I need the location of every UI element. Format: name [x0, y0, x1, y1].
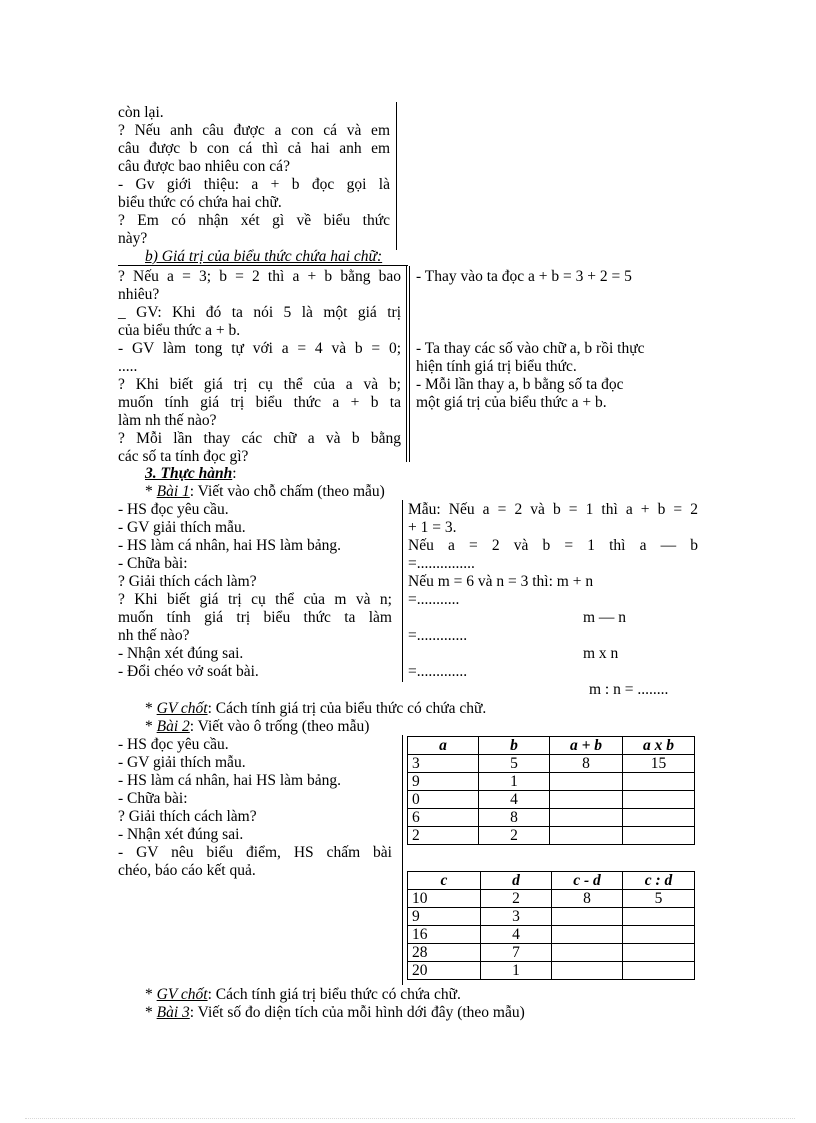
table-cell [623, 827, 695, 845]
text-line: =............. [408, 663, 468, 680]
table-cell: 9 [408, 908, 481, 926]
table-row [408, 962, 695, 980]
table-cell: 20 [408, 962, 481, 980]
text-line: câu được b con cá thì cả hai anh em [118, 140, 390, 157]
text-line: - Ta thay các số vào chữ a, b rồi thực [416, 340, 645, 357]
text-line: Mẫu: Nếu a = 2 và b = 1 thì a + b = 2 [408, 501, 698, 518]
table-cell [550, 809, 623, 827]
text-line: Nếu a = 2 và b = 1 thì a — b [408, 537, 698, 554]
text-line: hiện tính giá trị biểu thức. [416, 358, 577, 375]
text-line: chéo, báo cáo kết quả. [118, 862, 256, 879]
text-line: nh thế nào? [118, 627, 190, 644]
value-table-1 [407, 736, 695, 845]
text-line: còn lại. [118, 104, 164, 121]
text-line: muốn tính giá trị biểu thức ta làm [118, 609, 392, 626]
table-cell: 8 [550, 755, 623, 773]
text-line: - Chữa bài: [118, 555, 188, 572]
exercise-heading [145, 1004, 525, 1022]
text-line: nhiêu? [118, 286, 160, 303]
table-header: a x b [623, 737, 695, 755]
table-cell: 6 [408, 809, 479, 827]
text-line: - HS làm cá nhân, hai HS làm bảng. [118, 537, 341, 554]
text-line: làm nh thế nào? [118, 412, 217, 429]
table-cell [552, 926, 623, 944]
table-header: b [479, 737, 550, 755]
text-line: này? [118, 230, 148, 247]
table-cell: 1 [479, 773, 550, 791]
column-divider [402, 735, 403, 985]
exercise-text: : Viết vào chỗ chấm (theo mẫu) [189, 483, 385, 500]
table-cell [552, 962, 623, 980]
exercise-text: : Viết vào ô trống (theo mẫu) [189, 718, 370, 735]
section-heading: b) Giá trị của biểu thức chứa hai chữ: [145, 248, 383, 265]
text-line: - GV nêu biểu điểm, HS chấm bài [118, 844, 392, 861]
section-heading-colon: : [232, 465, 237, 482]
table-cell: 0 [408, 791, 479, 809]
table-cell [623, 908, 695, 926]
text-line: - GV giải thích mẫu. [118, 754, 246, 771]
table-cell [550, 827, 623, 845]
table-cell: 2 [408, 827, 479, 845]
text-line: - HS làm cá nhân, hai HS làm bảng. [118, 772, 341, 789]
bullet-star: * [145, 718, 153, 735]
text-line: Nếu m = 6 và n = 3 thì: m + n [408, 573, 594, 590]
exercise-label: Bài 3 [156, 1004, 190, 1021]
divider [118, 265, 408, 266]
text-line: ? Nếu anh câu được a con cá và em [118, 122, 390, 139]
text-line: m : n = ........ [589, 681, 669, 698]
text-line: ? Em có nhận xét gì về biểu thức [118, 212, 390, 229]
table-row [408, 773, 695, 791]
text-line: + 1 = 3. [408, 519, 457, 536]
text-line: của biểu thức a + b. [118, 322, 241, 339]
table-row [408, 908, 695, 926]
table-cell [550, 791, 623, 809]
text-line: - GV giải thích mẫu. [118, 519, 246, 536]
table-cell [623, 809, 695, 827]
table-cell: 5 [479, 755, 550, 773]
bullet-star: * [145, 1004, 153, 1021]
table-row [408, 944, 695, 962]
conclusion-line [145, 700, 486, 718]
table-header: a [408, 737, 479, 755]
text-line: ? Khi biết giá trị cụ thể của a và b; [118, 376, 401, 393]
table-row [408, 755, 695, 773]
text-line: muốn tính giá trị biểu thức a + b ta [118, 394, 401, 411]
bullet-star: * [145, 700, 153, 717]
table-cell: 2 [481, 890, 552, 908]
table-cell: 2 [479, 827, 550, 845]
table-cell [623, 944, 695, 962]
text-line: một giá trị của biểu thức a + b. [416, 394, 607, 411]
exercise-label: Bài 2 [156, 718, 190, 735]
table-row [408, 791, 695, 809]
conclusion-label: GV chốt [156, 986, 208, 1003]
text-line: câu được bao nhiêu con cá? [118, 158, 290, 175]
section-heading-label: 3. Thực hành [145, 465, 233, 482]
table-cell: 16 [408, 926, 481, 944]
text-line: - Nhận xét đúng sai. [118, 826, 244, 843]
text-line: - Mỗi lần thay a, b bằng số ta đọc [416, 376, 624, 393]
text-line: ..... [118, 358, 138, 375]
text-line: =............. [408, 627, 468, 644]
text-line: - Gv giới thiệu: a + b đọc gọi là [118, 176, 390, 193]
table-cell [552, 944, 623, 962]
bullet-star: * [145, 986, 153, 1003]
text-line: - Chữa bài: [118, 790, 188, 807]
text-line: - HS đọc yêu cầu. [118, 736, 229, 753]
text-line: _ GV: Khi đó ta nói 5 là một giá trị [118, 304, 401, 321]
table-cell: 3 [408, 755, 479, 773]
conclusion-text: : Cách tính giá trị biểu thức có chứa chữ. [207, 986, 461, 1003]
exercise-text: : Viết số đo diện tích của mỗi hình dới đây (theo mẫu) [189, 1004, 525, 1021]
column-divider [406, 266, 407, 462]
text-line: - Nhận xét đúng sai. [118, 645, 244, 662]
column-divider [402, 500, 403, 682]
text-line: biểu thức có chứa hai chữ. [118, 194, 282, 211]
conclusion-text: : Cách tính giá trị của biểu thức có chứa chữ. [207, 700, 487, 717]
bullet-star: * [145, 483, 153, 500]
text-line: - GV làm tong tự với a = 4 và b = 0; [118, 340, 401, 357]
exercise-heading [145, 483, 385, 501]
table-row [408, 926, 695, 944]
table-row [408, 890, 695, 908]
table-cell: 3 [481, 908, 552, 926]
table-header: c [408, 872, 481, 890]
column-divider [409, 266, 410, 462]
table-cell [623, 926, 695, 944]
table-cell: 5 [623, 890, 695, 908]
text-line: ? Giải thích cách làm? [118, 808, 257, 825]
text-line: m — n [583, 609, 627, 626]
table-cell: 9 [408, 773, 479, 791]
conclusion-label: GV chốt [156, 700, 208, 717]
table-cell: 8 [552, 890, 623, 908]
exercise-label: Bài 1 [156, 483, 190, 500]
table-cell: 4 [481, 926, 552, 944]
table-cell [550, 773, 623, 791]
table-cell: 8 [479, 809, 550, 827]
text-line: =........... [408, 591, 460, 608]
text-line: ? Mỗi lần thay các chữ a và b bằng [118, 430, 401, 447]
table-header: a + b [550, 737, 623, 755]
table-cell: 28 [408, 944, 481, 962]
column-divider [396, 102, 397, 250]
conclusion-line [145, 986, 461, 1004]
text-line: m x n [583, 645, 619, 662]
table-header: c - d [552, 872, 623, 890]
text-line: các số ta tính đọc gì? [118, 448, 249, 465]
text-line: ? Giải thích cách làm? [118, 573, 257, 590]
text-line: - Thay vào ta đọc a + b = 3 + 2 = 5 [416, 268, 632, 285]
table-cell [623, 791, 695, 809]
table-header: d [481, 872, 552, 890]
text-line: ? Nếu a = 3; b = 2 thì a + b bằng bao [118, 268, 401, 285]
page-bottom-rule [25, 1118, 795, 1119]
table-cell: 10 [408, 890, 481, 908]
table-row [408, 809, 695, 827]
text-line: - Đổi chéo vở soát bài. [118, 663, 259, 680]
section-heading [145, 465, 237, 483]
table-cell: 7 [481, 944, 552, 962]
table-cell: 15 [623, 755, 695, 773]
value-table-2 [407, 871, 695, 980]
text-line: - HS đọc yêu cầu. [118, 501, 229, 518]
exercise-heading [145, 718, 369, 736]
table-cell: 4 [479, 791, 550, 809]
table-row [408, 827, 695, 845]
table-cell [552, 908, 623, 926]
table-cell: 1 [481, 962, 552, 980]
table-cell [623, 962, 695, 980]
text-line: ? Khi biết giá trị cụ thể của m và n; [118, 591, 392, 608]
table-header: c : d [623, 872, 695, 890]
text-line: =............... [408, 555, 475, 572]
table-cell [623, 773, 695, 791]
